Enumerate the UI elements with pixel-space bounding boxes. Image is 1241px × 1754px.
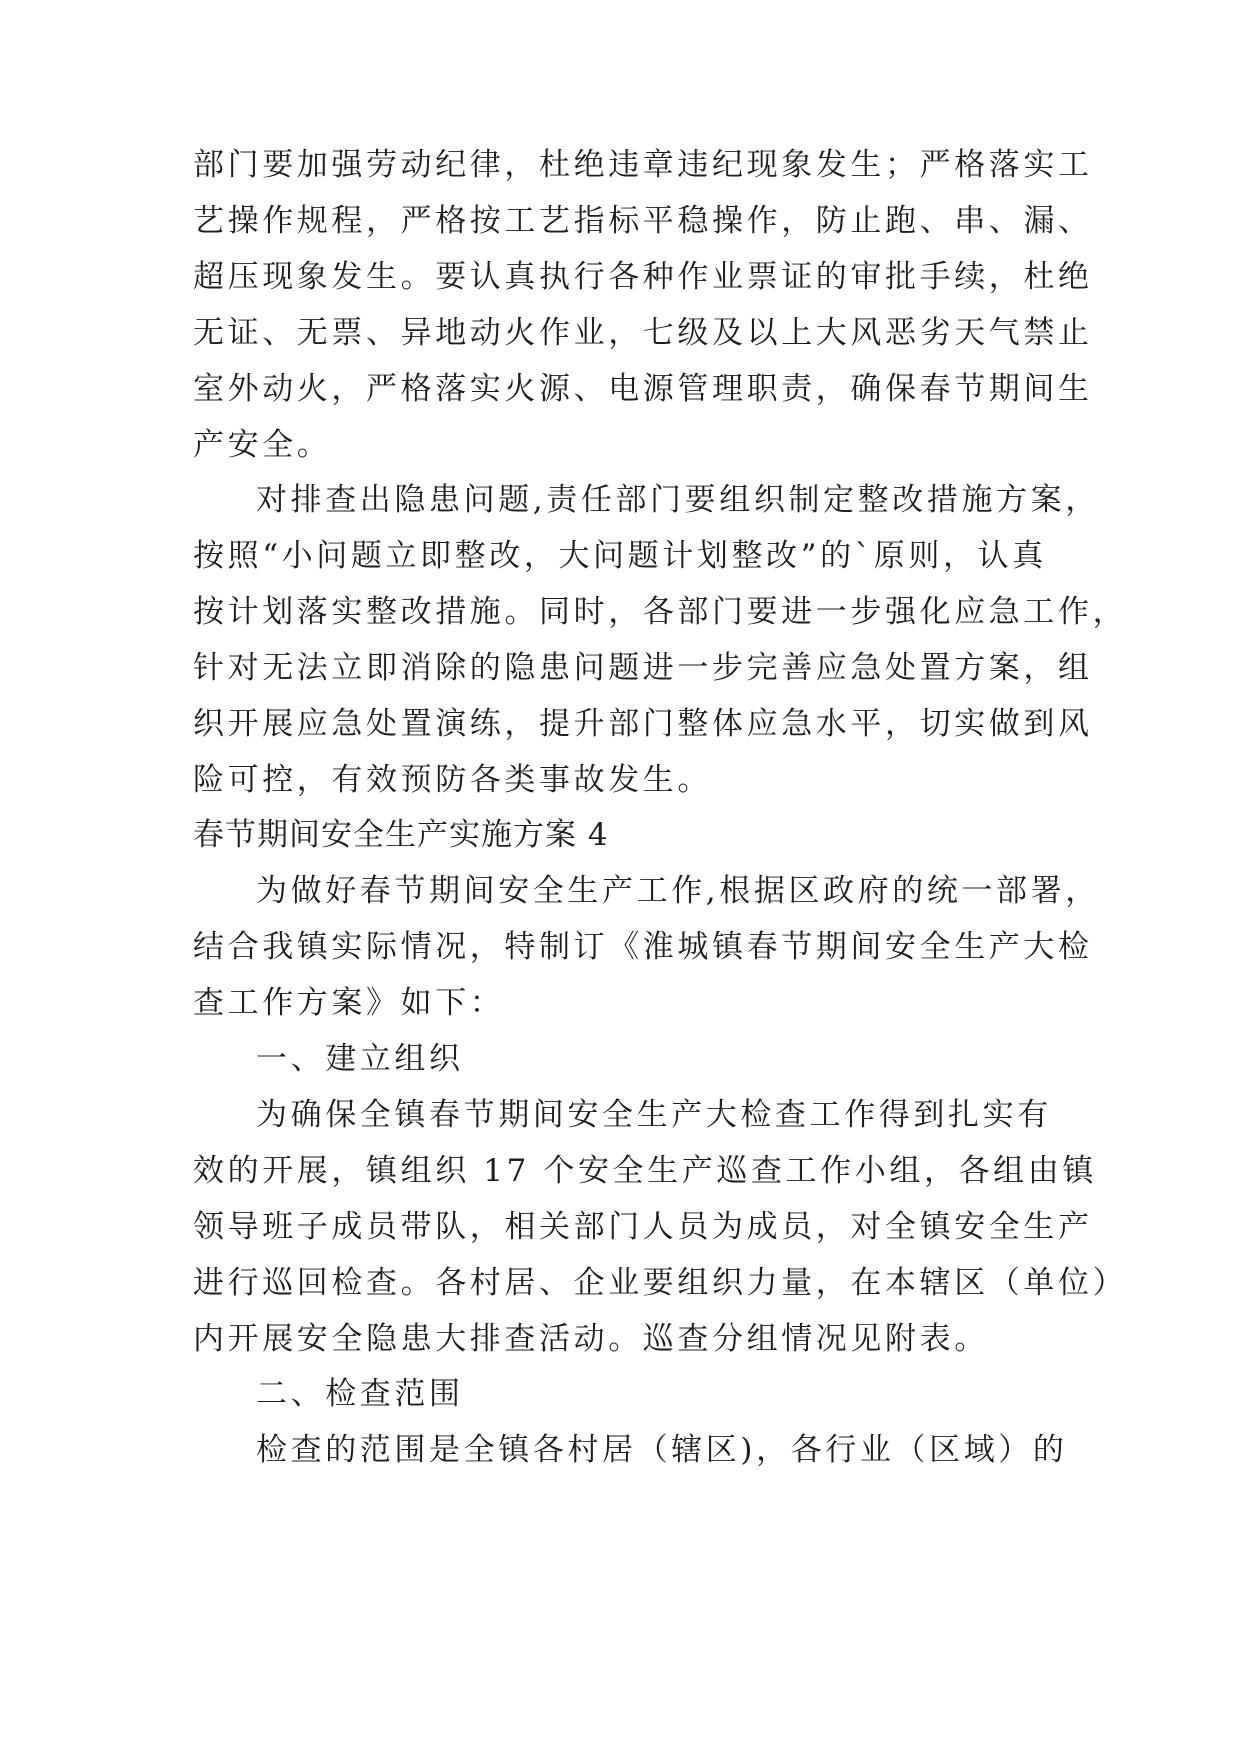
paragraph-line: 产安全。 [193, 427, 332, 463]
paragraph-line: 部门要加强劳动纪律，杜绝违章违纪现象发生；严格落实工 [193, 147, 1093, 183]
paragraph-line: 无证、无票、异地动火作业，七级及以上大风恶劣天气禁止 [193, 315, 1093, 351]
section-heading: 春节期间安全生产实施方案 4 [193, 817, 609, 853]
paragraph-line: 结合我镇实际情况，特制订《淮城镇春节期间安全生产大检 [193, 929, 1093, 965]
paragraph-line: 检查的范围是全镇各村居（辖区)，各行业（区域）的 [256, 1432, 1068, 1468]
paragraph-line: 按计划落实整改措施。同时，各部门要进一步强化应急工作， [193, 594, 1128, 630]
paragraph-line: 艺操作规程，严格按工艺指标平稳操作，防止跑、串、漏、 [193, 203, 1093, 239]
subsection-heading: 一、建立组织 [256, 1041, 464, 1077]
paragraph-line: 针对无法立即消除的隐患问题进一步完善应急处置方案，组 [193, 650, 1093, 686]
paragraph-line: 进行巡回检查。各村居、企业要组织力量，在本辖区（单位） [193, 1265, 1128, 1301]
paragraph-line: 查工作方案》如下： [193, 985, 505, 1021]
paragraph-line: 按照“小问题立即整改，大问题计划整改”的`原则，认真 [193, 538, 1047, 574]
paragraph-line: 险可控，有效预防各类事故发生。 [193, 762, 712, 798]
paragraph-line: 织开展应急处置演练，提升部门整体应急水平，切实做到风 [193, 706, 1093, 742]
subsection-heading: 二、检查范围 [256, 1376, 464, 1412]
paragraph-line: 领导班子成员带队，相关部门人员为成员，对全镇安全生产 [193, 1209, 1093, 1245]
paragraph-line: 为做好春节期间安全生产工作,根据区政府的统一部署， [256, 873, 1100, 909]
paragraph-line: 超压现象发生。要认真执行各种作业票证的审批手续，杜绝 [193, 259, 1093, 295]
paragraph-line: 为确保全镇春节期间安全生产大检查工作得到扎实有 [256, 1097, 1052, 1133]
paragraph-line: 内开展安全隐患大排查活动。巡查分组情况见附表。 [193, 1321, 989, 1357]
paragraph-line: 对排查出隐患问题,责任部门要组织制定整改措施方案， [256, 482, 1100, 518]
paragraph-line: 效的开展，镇组织 17 个安全生产巡查工作小组，各组由镇 [193, 1153, 1097, 1189]
paragraph-line: 室外动火，严格落实火源、电源管理职责，确保春节期间生 [193, 371, 1093, 407]
